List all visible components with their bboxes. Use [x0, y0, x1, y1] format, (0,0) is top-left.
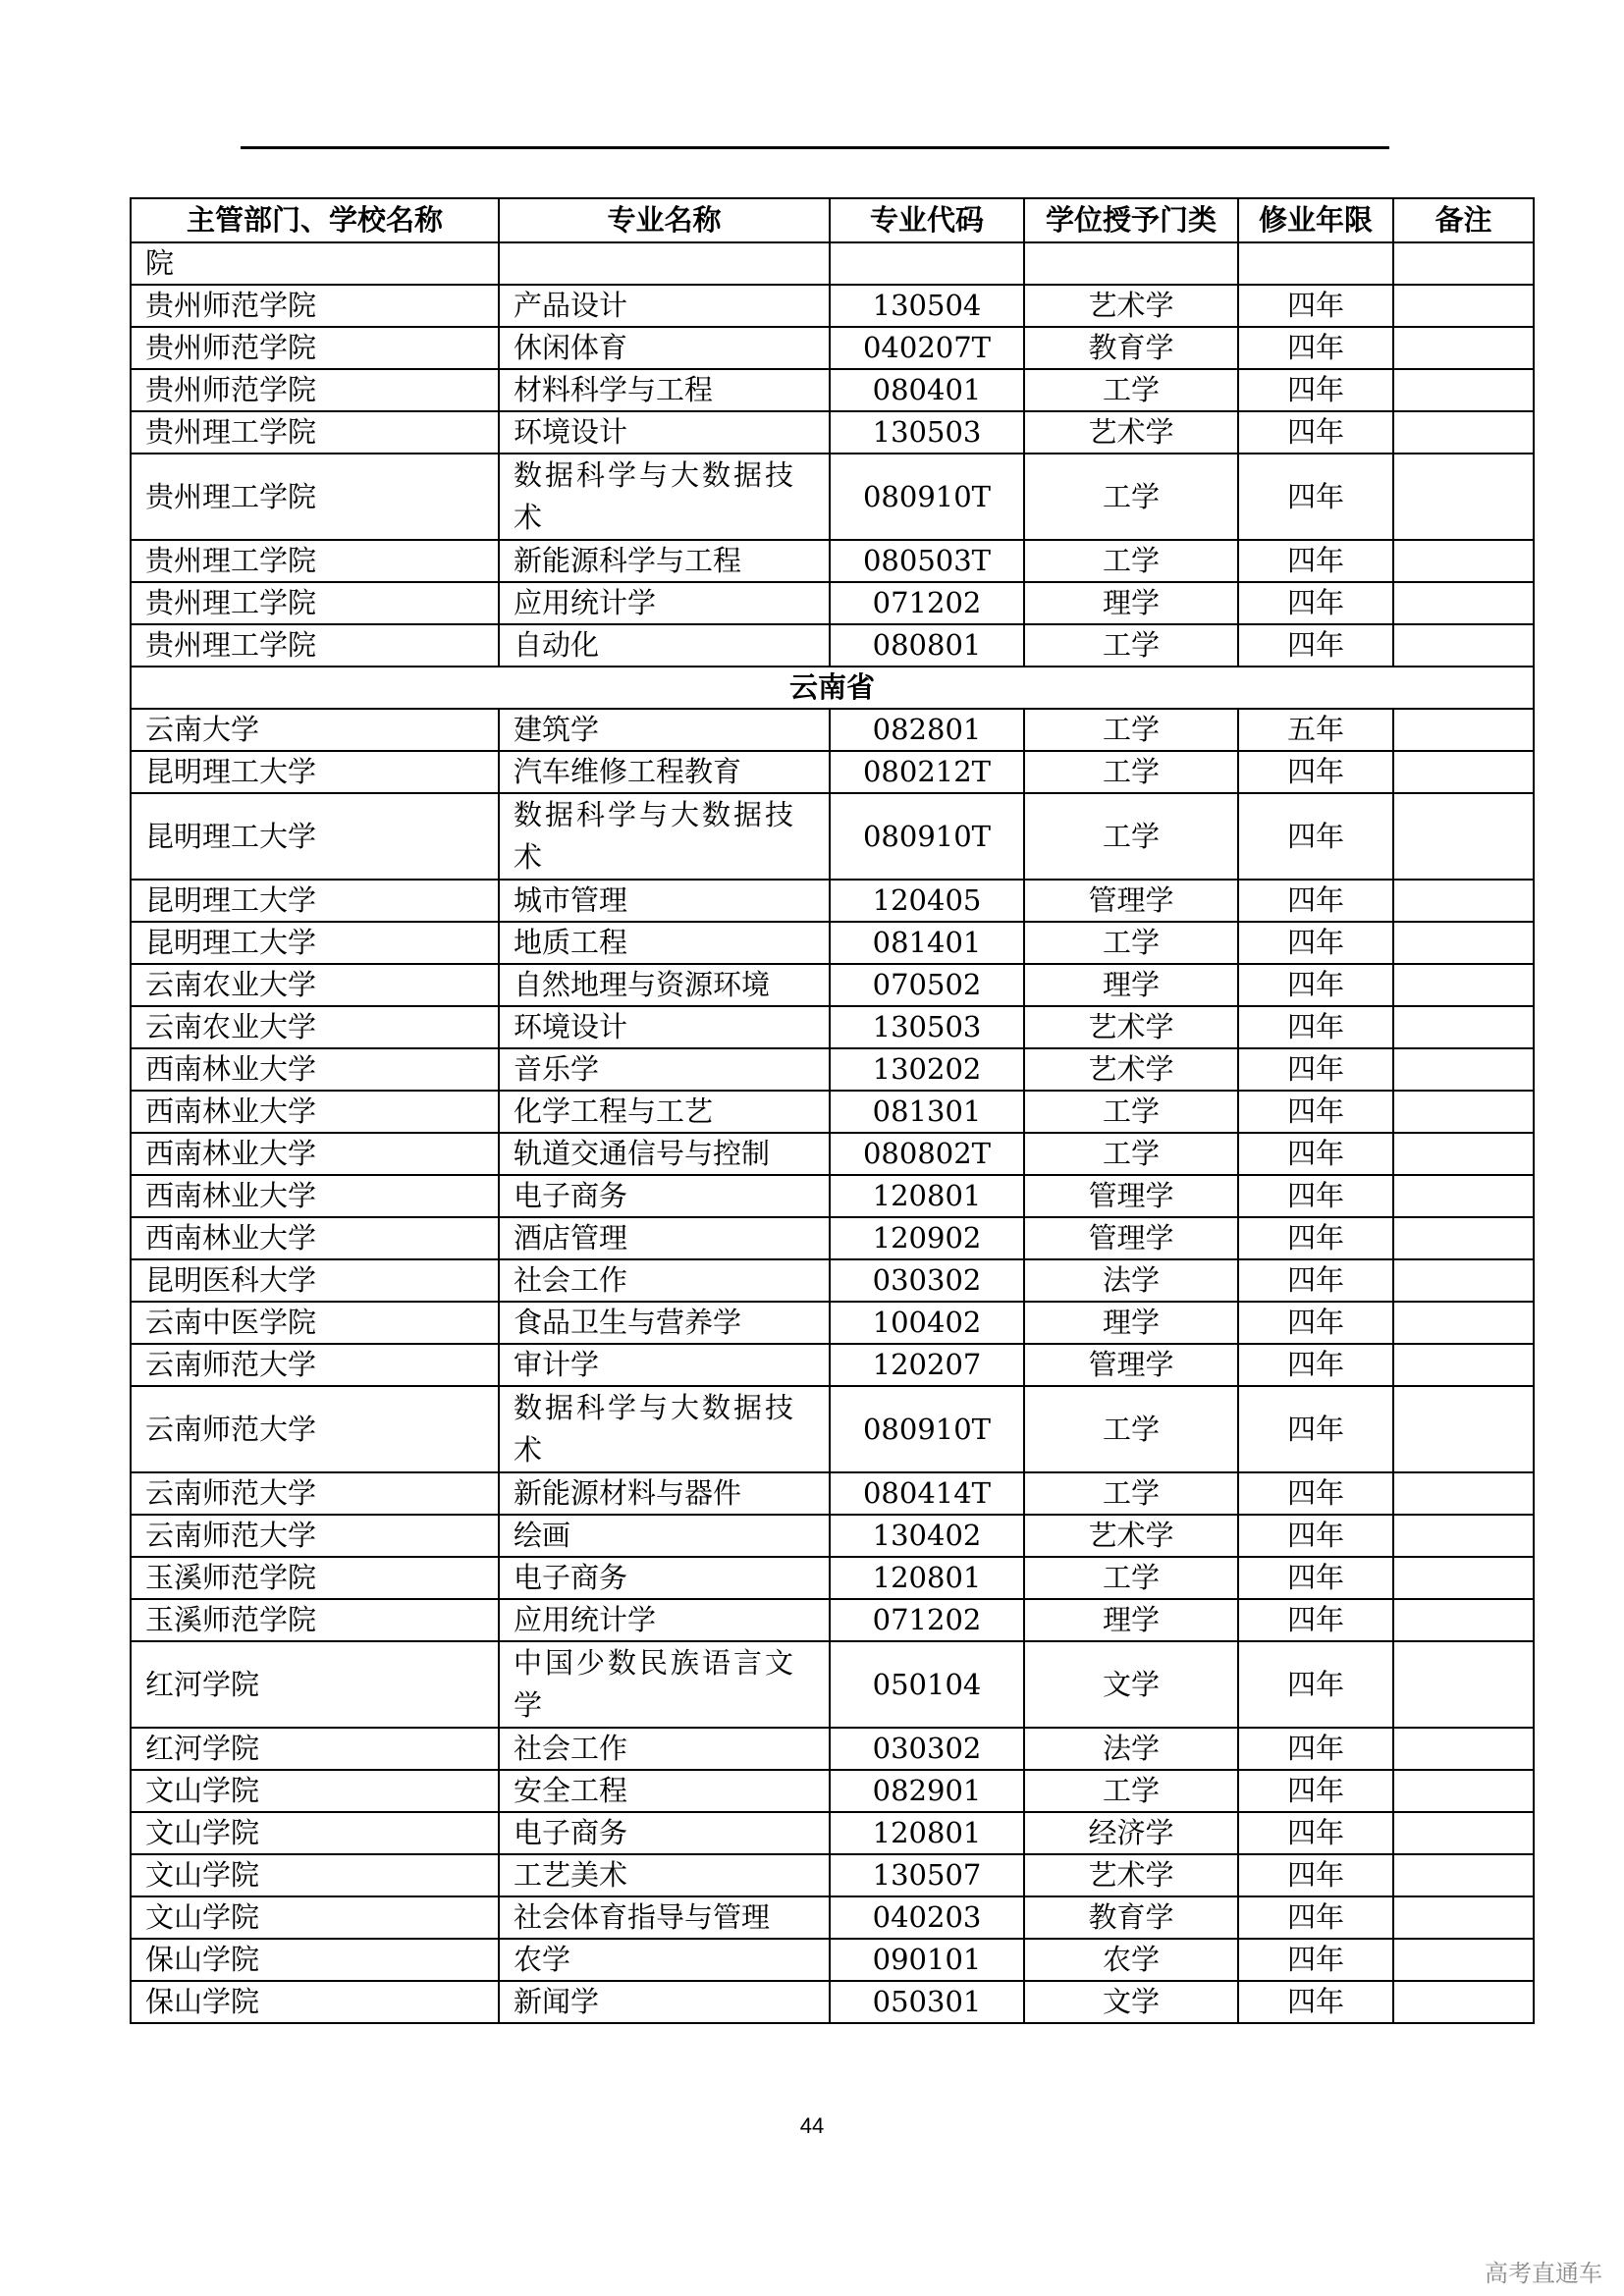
years-cell: 四年 — [1238, 411, 1393, 454]
school-cell: 西南林业大学 — [131, 1217, 499, 1259]
years-cell: 四年 — [1238, 964, 1393, 1006]
degree-cell: 艺术学 — [1024, 411, 1238, 454]
degree-cell: 工学 — [1024, 922, 1238, 964]
note-cell — [1393, 369, 1534, 411]
years-cell: 四年 — [1238, 1981, 1393, 2023]
header-note: 备注 — [1393, 198, 1534, 242]
years-cell: 四年 — [1238, 582, 1393, 624]
table-row — [131, 1133, 1534, 1175]
table-row — [131, 582, 1534, 624]
major-cell: 新能源材料与器件 — [499, 1472, 830, 1515]
code-cell: 130503 — [830, 411, 1024, 454]
major-cell: 新闻学 — [499, 1981, 830, 2023]
major-cell: 中国少数民族语言文学 — [499, 1641, 830, 1728]
years-cell: 四年 — [1238, 751, 1393, 793]
school-cell: 云南农业大学 — [131, 964, 499, 1006]
code-cell: 082901 — [830, 1770, 1024, 1812]
years-cell: 四年 — [1238, 285, 1393, 327]
major-cell: 电子商务 — [499, 1557, 830, 1599]
school-cell: 玉溪师范学院 — [131, 1599, 499, 1641]
school-cell: 西南林业大学 — [131, 1133, 499, 1175]
note-cell — [1393, 751, 1534, 793]
header-rule — [241, 146, 1389, 149]
degree-cell: 工学 — [1024, 1472, 1238, 1515]
major-cell: 新能源科学与工程 — [499, 540, 830, 582]
years-cell: 四年 — [1238, 327, 1393, 369]
years-cell: 四年 — [1238, 1896, 1393, 1939]
school-cell: 保山学院 — [131, 1981, 499, 2023]
note-cell — [1393, 1896, 1534, 1939]
years-cell: 四年 — [1238, 1133, 1393, 1175]
code-cell: 080414T — [830, 1472, 1024, 1515]
code-cell: 130503 — [830, 1006, 1024, 1048]
degree-cell: 理学 — [1024, 582, 1238, 624]
table-row — [131, 1175, 1534, 1217]
table-row — [131, 922, 1534, 964]
code-cell: 030302 — [830, 1259, 1024, 1302]
degree-cell: 艺术学 — [1024, 1515, 1238, 1557]
table-row — [131, 624, 1534, 667]
degree-cell: 工学 — [1024, 540, 1238, 582]
code-cell: 050104 — [830, 1641, 1024, 1728]
school-cell: 云南师范大学 — [131, 1515, 499, 1557]
years-cell: 四年 — [1238, 1472, 1393, 1515]
major-cell: 产品设计 — [499, 285, 830, 327]
code-cell: 080910T — [830, 454, 1024, 540]
school-cell: 昆明理工大学 — [131, 793, 499, 880]
note-cell — [1393, 540, 1534, 582]
years-cell: 四年 — [1238, 1006, 1393, 1048]
degree-cell: 工学 — [1024, 624, 1238, 667]
degree-cell: 艺术学 — [1024, 1006, 1238, 1048]
degree-cell: 工学 — [1024, 1091, 1238, 1133]
major-cell: 音乐学 — [499, 1048, 830, 1091]
degree-cell: 法学 — [1024, 1728, 1238, 1770]
table-row — [131, 1812, 1534, 1854]
major-cell: 安全工程 — [499, 1770, 830, 1812]
years-cell: 四年 — [1238, 1939, 1393, 1981]
major-cell: 应用统计学 — [499, 582, 830, 624]
note-cell — [1393, 709, 1534, 751]
major-cell: 轨道交通信号与控制 — [499, 1133, 830, 1175]
note-cell — [1393, 793, 1534, 880]
school-cell: 贵州理工学院 — [131, 454, 499, 540]
years-cell: 四年 — [1238, 1259, 1393, 1302]
school-cell: 贵州师范学院 — [131, 327, 499, 369]
degree-cell: 教育学 — [1024, 327, 1238, 369]
code-cell: 120801 — [830, 1812, 1024, 1854]
degree-cell: 文学 — [1024, 1641, 1238, 1728]
table-row — [131, 793, 1534, 880]
note-cell — [1393, 1006, 1534, 1048]
majors-table — [130, 197, 1535, 2024]
major-cell: 数据科学与大数据技术 — [499, 793, 830, 880]
school-cell: 文山学院 — [131, 1770, 499, 1812]
degree-cell: 工学 — [1024, 709, 1238, 751]
major-cell: 自动化 — [499, 624, 830, 667]
table-row — [131, 709, 1534, 751]
degree-cell: 工学 — [1024, 1386, 1238, 1472]
header-code: 专业代码 — [830, 198, 1024, 242]
header-major: 专业名称 — [499, 198, 830, 242]
degree-cell: 经济学 — [1024, 1812, 1238, 1854]
school-cell: 贵州理工学院 — [131, 624, 499, 667]
degree-cell: 教育学 — [1024, 1896, 1238, 1939]
code-cell: 080401 — [830, 369, 1024, 411]
major-cell: 环境设计 — [499, 411, 830, 454]
degree-cell: 文学 — [1024, 1981, 1238, 2023]
school-cell: 云南农业大学 — [131, 1006, 499, 1048]
code-cell: 080503T — [830, 540, 1024, 582]
major-cell: 地质工程 — [499, 922, 830, 964]
note-cell — [1393, 1854, 1534, 1896]
degree-cell: 工学 — [1024, 454, 1238, 540]
school-cell: 云南师范大学 — [131, 1386, 499, 1472]
years-cell: 四年 — [1238, 922, 1393, 964]
note-cell — [1393, 1302, 1534, 1344]
table-header-row — [131, 198, 1534, 242]
years-cell: 五年 — [1238, 709, 1393, 751]
code-cell — [830, 242, 1024, 285]
note-cell — [1393, 1939, 1534, 1981]
years-cell: 四年 — [1238, 369, 1393, 411]
note-cell — [1393, 242, 1534, 285]
note-cell — [1393, 1641, 1534, 1728]
note-cell — [1393, 1599, 1534, 1641]
note-cell — [1393, 1175, 1534, 1217]
note-cell — [1393, 922, 1534, 964]
degree-cell: 管理学 — [1024, 1344, 1238, 1386]
table-row — [131, 1302, 1534, 1344]
degree-cell: 工学 — [1024, 1557, 1238, 1599]
table-row — [131, 454, 1534, 540]
degree-cell: 工学 — [1024, 1770, 1238, 1812]
table-row — [131, 1259, 1534, 1302]
table-row — [131, 1641, 1534, 1728]
table-row — [131, 880, 1534, 922]
table-row — [131, 1854, 1534, 1896]
table-row — [131, 964, 1534, 1006]
school-cell: 昆明医科大学 — [131, 1259, 499, 1302]
code-cell: 030302 — [830, 1728, 1024, 1770]
school-cell: 昆明理工大学 — [131, 751, 499, 793]
school-cell: 贵州理工学院 — [131, 540, 499, 582]
school-cell: 文山学院 — [131, 1812, 499, 1854]
major-cell: 化学工程与工艺 — [499, 1091, 830, 1133]
major-cell: 社会工作 — [499, 1728, 830, 1770]
school-cell: 贵州师范学院 — [131, 369, 499, 411]
school-cell: 贵州理工学院 — [131, 582, 499, 624]
code-cell: 080910T — [830, 793, 1024, 880]
school-cell: 院 — [131, 242, 499, 285]
major-cell: 应用统计学 — [499, 1599, 830, 1641]
code-cell: 120207 — [830, 1344, 1024, 1386]
school-cell: 红河学院 — [131, 1728, 499, 1770]
degree-cell: 工学 — [1024, 793, 1238, 880]
note-cell — [1393, 1048, 1534, 1091]
years-cell: 四年 — [1238, 1728, 1393, 1770]
degree-cell: 法学 — [1024, 1259, 1238, 1302]
major-cell: 绘画 — [499, 1515, 830, 1557]
code-cell: 050301 — [830, 1981, 1024, 2023]
code-cell: 081301 — [830, 1091, 1024, 1133]
code-cell: 070502 — [830, 964, 1024, 1006]
years-cell — [1238, 242, 1393, 285]
school-cell: 云南中医学院 — [131, 1302, 499, 1344]
code-cell: 071202 — [830, 1599, 1024, 1641]
section-row — [131, 667, 1534, 709]
code-cell: 081401 — [830, 922, 1024, 964]
school-cell: 西南林业大学 — [131, 1175, 499, 1217]
table-row — [131, 1515, 1534, 1557]
note-cell — [1393, 1728, 1534, 1770]
school-cell: 西南林业大学 — [131, 1048, 499, 1091]
table-row — [131, 242, 1534, 285]
years-cell: 四年 — [1238, 1812, 1393, 1854]
table-row — [131, 751, 1534, 793]
school-cell: 西南林业大学 — [131, 1091, 499, 1133]
years-cell: 四年 — [1238, 624, 1393, 667]
note-cell — [1393, 1259, 1534, 1302]
school-cell: 贵州理工学院 — [131, 411, 499, 454]
degree-cell: 理学 — [1024, 1599, 1238, 1641]
note-cell — [1393, 1981, 1534, 2023]
major-cell: 材料科学与工程 — [499, 369, 830, 411]
major-cell: 社会体育指导与管理 — [499, 1896, 830, 1939]
major-cell: 数据科学与大数据技术 — [499, 454, 830, 540]
watermark: 高考直通车 — [1485, 2260, 1602, 2287]
years-cell: 四年 — [1238, 1557, 1393, 1599]
major-cell: 自然地理与资源环境 — [499, 964, 830, 1006]
school-cell: 文山学院 — [131, 1896, 499, 1939]
school-cell: 云南大学 — [131, 709, 499, 751]
code-cell: 040203 — [830, 1896, 1024, 1939]
degree-cell: 艺术学 — [1024, 1048, 1238, 1091]
years-cell: 四年 — [1238, 1386, 1393, 1472]
note-cell — [1393, 454, 1534, 540]
note-cell — [1393, 582, 1534, 624]
code-cell: 100402 — [830, 1302, 1024, 1344]
years-cell: 四年 — [1238, 1515, 1393, 1557]
school-cell: 云南师范大学 — [131, 1344, 499, 1386]
table-row — [131, 1939, 1534, 1981]
table-row — [131, 1728, 1534, 1770]
note-cell — [1393, 1386, 1534, 1472]
note-cell — [1393, 1812, 1534, 1854]
major-cell: 城市管理 — [499, 880, 830, 922]
years-cell: 四年 — [1238, 1048, 1393, 1091]
note-cell — [1393, 1770, 1534, 1812]
note-cell — [1393, 1217, 1534, 1259]
degree-cell: 理学 — [1024, 1302, 1238, 1344]
school-cell: 红河学院 — [131, 1641, 499, 1728]
code-cell: 071202 — [830, 582, 1024, 624]
degree-cell: 工学 — [1024, 751, 1238, 793]
school-cell: 云南师范大学 — [131, 1472, 499, 1515]
major-cell: 环境设计 — [499, 1006, 830, 1048]
header-years: 修业年限 — [1238, 198, 1393, 242]
code-cell: 080802T — [830, 1133, 1024, 1175]
degree-cell: 农学 — [1024, 1939, 1238, 1981]
years-cell: 四年 — [1238, 540, 1393, 582]
table-row — [131, 327, 1534, 369]
table-row — [131, 1091, 1534, 1133]
table-row — [131, 1217, 1534, 1259]
major-cell: 电子商务 — [499, 1812, 830, 1854]
major-cell: 酒店管理 — [499, 1217, 830, 1259]
table-row — [131, 1896, 1534, 1939]
code-cell: 080212T — [830, 751, 1024, 793]
major-cell: 农学 — [499, 1939, 830, 1981]
degree-cell: 理学 — [1024, 964, 1238, 1006]
major-cell: 审计学 — [499, 1344, 830, 1386]
years-cell: 四年 — [1238, 1344, 1393, 1386]
degree-cell: 艺术学 — [1024, 1854, 1238, 1896]
years-cell: 四年 — [1238, 1599, 1393, 1641]
table-row — [131, 1006, 1534, 1048]
note-cell — [1393, 624, 1534, 667]
degree-cell: 工学 — [1024, 369, 1238, 411]
school-cell: 玉溪师范学院 — [131, 1557, 499, 1599]
code-cell: 082801 — [830, 709, 1024, 751]
years-cell: 四年 — [1238, 1641, 1393, 1728]
note-cell — [1393, 285, 1534, 327]
header-school: 主管部门、学校名称 — [131, 198, 499, 242]
table-row — [131, 1770, 1534, 1812]
school-cell: 文山学院 — [131, 1854, 499, 1896]
table-row — [131, 1557, 1534, 1599]
major-cell: 社会工作 — [499, 1259, 830, 1302]
degree-cell: 艺术学 — [1024, 285, 1238, 327]
years-cell: 四年 — [1238, 1854, 1393, 1896]
code-cell: 130402 — [830, 1515, 1024, 1557]
code-cell: 130202 — [830, 1048, 1024, 1091]
table-row — [131, 1472, 1534, 1515]
note-cell — [1393, 1557, 1534, 1599]
degree-cell: 管理学 — [1024, 880, 1238, 922]
major-cell: 工艺美术 — [499, 1854, 830, 1896]
header-degree: 学位授予门类 — [1024, 198, 1238, 242]
degree-cell: 管理学 — [1024, 1217, 1238, 1259]
major-cell: 汽车维修工程教育 — [499, 751, 830, 793]
code-cell: 120902 — [830, 1217, 1024, 1259]
table-row — [131, 411, 1534, 454]
note-cell — [1393, 411, 1534, 454]
note-cell — [1393, 327, 1534, 369]
code-cell: 040207T — [830, 327, 1024, 369]
table-row — [131, 285, 1534, 327]
degree-cell — [1024, 242, 1238, 285]
page-number: 44 — [799, 2113, 825, 2138]
years-cell: 四年 — [1238, 793, 1393, 880]
table-row — [131, 1048, 1534, 1091]
note-cell — [1393, 1133, 1534, 1175]
note-cell — [1393, 1472, 1534, 1515]
table-row — [131, 1599, 1534, 1641]
code-cell: 120405 — [830, 880, 1024, 922]
major-cell: 食品卫生与营养学 — [499, 1302, 830, 1344]
degree-cell: 管理学 — [1024, 1175, 1238, 1217]
years-cell: 四年 — [1238, 1217, 1393, 1259]
years-cell: 四年 — [1238, 1175, 1393, 1217]
note-cell — [1393, 1344, 1534, 1386]
major-cell: 数据科学与大数据技术 — [499, 1386, 830, 1472]
degree-cell: 工学 — [1024, 1133, 1238, 1175]
note-cell — [1393, 880, 1534, 922]
table-row — [131, 1344, 1534, 1386]
code-cell: 130507 — [830, 1854, 1024, 1896]
code-cell: 080801 — [830, 624, 1024, 667]
major-cell: 电子商务 — [499, 1175, 830, 1217]
section-title: 云南省 — [131, 667, 1534, 709]
code-cell: 130504 — [830, 285, 1024, 327]
table-row — [131, 1981, 1534, 2023]
years-cell: 四年 — [1238, 1091, 1393, 1133]
code-cell: 090101 — [830, 1939, 1024, 1981]
school-cell: 贵州师范学院 — [131, 285, 499, 327]
code-cell: 080910T — [830, 1386, 1024, 1472]
code-cell: 120801 — [830, 1557, 1024, 1599]
table-row — [131, 1386, 1534, 1472]
code-cell: 120801 — [830, 1175, 1024, 1217]
note-cell — [1393, 1091, 1534, 1133]
major-cell: 建筑学 — [499, 709, 830, 751]
major-cell — [499, 242, 830, 285]
school-cell: 保山学院 — [131, 1939, 499, 1981]
table-body — [131, 242, 1534, 2023]
years-cell: 四年 — [1238, 880, 1393, 922]
note-cell — [1393, 964, 1534, 1006]
years-cell: 四年 — [1238, 1302, 1393, 1344]
years-cell: 四年 — [1238, 454, 1393, 540]
table-row — [131, 540, 1534, 582]
school-cell: 昆明理工大学 — [131, 880, 499, 922]
note-cell — [1393, 1515, 1534, 1557]
school-cell: 昆明理工大学 — [131, 922, 499, 964]
major-cell: 休闲体育 — [499, 327, 830, 369]
table-row — [131, 369, 1534, 411]
years-cell: 四年 — [1238, 1770, 1393, 1812]
